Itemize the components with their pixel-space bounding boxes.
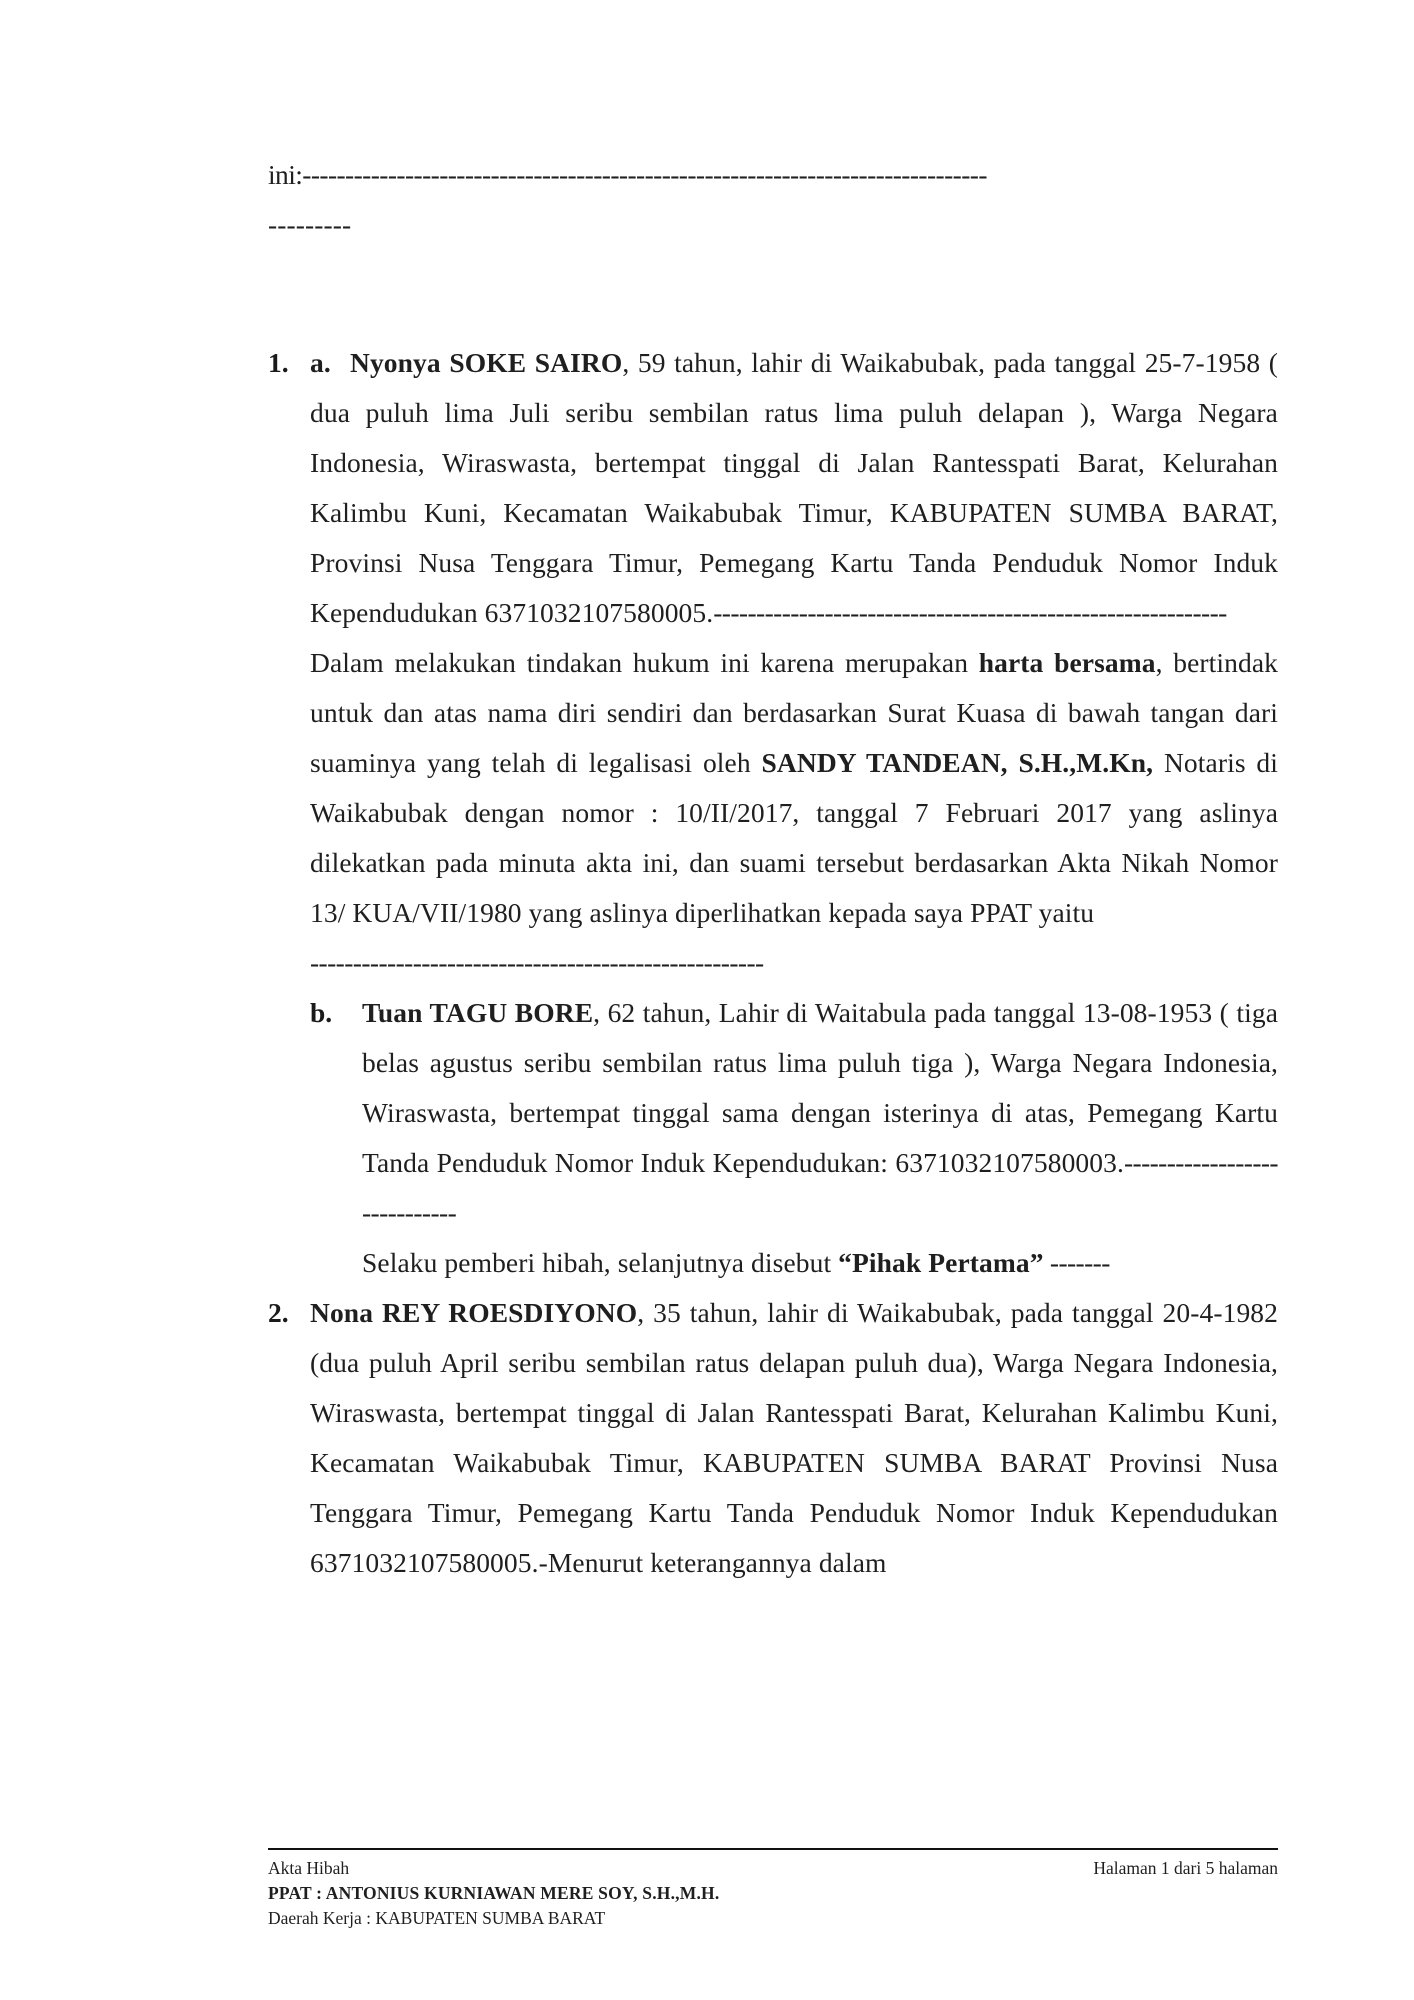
party-one-nik-dashes: ------------------------------------------------------------ [713,597,1227,628]
opening-line-1 [268,150,1278,200]
party-one-sub-b-name-prefix: Tuan [362,997,430,1028]
party-one-name-prefix: Nyonya [350,347,450,378]
party-one-sub-a-marker: a. [310,347,331,378]
party-one-harta-intro: Dalam melakukan tindakan hukum ini karena merupakan [310,647,979,678]
party-one-sub-b-marker: b. [310,997,333,1028]
footer-work-area: Daerah Kerja : KABUPATEN SUMBA BARAT [268,1908,606,1928]
opening-line-1-text: ini:-------------------------------------------------------------------------------- [268,159,987,190]
notary-name: SANDY TANDEAN, S.H.,M.Kn, [761,747,1154,778]
party-one-sub-a-paragraph-1 [310,338,1278,638]
footer-page-number: Halaman 1 dari 5 halaman [1093,1858,1278,1878]
party-one-sub-b-name: TAGU BORE [429,997,594,1028]
party-one-notary-details-text: Notaris di Waikabubak dengan nomor : 10/II/2017, tanggal 7 Februari 2017 yang aslinya dilekatkan pada minuta akta ini, dan suami tersebut berdasarkan Akta Nikah Nomor 13/ KUA/VII/1980 yang aslinya diperlihatkan kepada saya PPAT yaitu [310,747,1279,928]
party-two-name: REY ROESDIYONO [381,1297,638,1328]
party-one-harta-bersama-bold: harta bersama [978,647,1156,678]
party-one-closing-dashes: ------- [1043,1247,1110,1278]
opening-line-2-text: --------- [268,209,352,240]
pihak-pertama-label: “Pihak Pertama” [838,1247,1044,1278]
party-one-power-of-attorney-text: , bertindak untuk dan atas nama diri sendiri dan berdasarkan Surat Kuasa di bawah tangan dari suaminya yang telah di legalisasi oleh [310,647,1278,778]
party-one-sub-a-paragraph-2 [310,638,1278,938]
party-one-details-text: , 59 tahun, lahir di Waikabubak, pada tanggal 25-7-1958 ( dua puluh lima Juli seribu sembilan ratus lima puluh delapan ), Warga Negara Indonesia, Wiraswasta, bertempat tinggal di Jalan Rantesspati Barat, Kelurahan Kalimbu Kuni, Kecamatan Waikabubak Timur, KABUPATEN SUMBA BARAT, Provinsi Nusa Tenggara Timur, Pemegang Kartu Tanda Penduduk Nomor Induk Kependudukan 6371032107580005. [310,347,1278,628]
party-two-item [268,1288,1278,1588]
footer-ppat-name: PPAT : ANTONIUS KURNIAWAN MERE SOY, S.H.,M.H. [268,1883,720,1903]
party-two-paragraph [310,1288,1278,1588]
party-one-closing-text: Selaku pemberi hibah, selanjutnya disebut [362,1247,839,1278]
opening-line-2 [268,200,1278,250]
party-one-marker: 1. [268,347,289,378]
party-one-trailing-dashes-text: ----------------------------------------------------- [310,947,764,978]
party-one-trailing-dashes [310,938,1278,988]
party-one-sub-b-item [310,988,1278,1288]
party-two-marker: 2. [268,1297,289,1328]
party-one-sub-b-paragraph [362,988,1278,1238]
footer-document-type: Akta Hibah [268,1858,350,1878]
party-two-details-text: , 35 tahun, lahir di Waikabubak, pada tanggal 20-4-1982 (dua puluh April seribu sembilan ratus delapan puluh dua), Warga Negara Indonesia, Wiraswasta, bertempat tinggal di Jalan Rantesspati Barat, Kelurahan Kalimbu Kuni, Kecamatan Waikabubak Timur, KABUPATEN SUMBA BARAT Provinsi Nusa Tenggara Timur, Pemegang Kartu Tanda Penduduk Nomor Induk Kependudukan 6371032107580005.-Menurut keterangannya dalam [310,1297,1278,1578]
document-body [268,150,1278,1588]
footer-row [268,1856,1278,1931]
party-one-sub-b-details-text: , 62 tahun, Lahir di Waitabula pada tanggal 13-08-1953 ( tiga belas agustus seribu sembilan ratus lima puluh tiga ), Warga Negara Indonesia, Wiraswasta, bertempat tinggal sama dengan isterinya di atas, Pemegang Kartu Tanda Penduduk Nomor Induk Kependudukan: 6371032107580003. [362,997,1278,1178]
party-one-name: SOKE SAIRO [449,347,623,378]
page-footer [268,1848,1278,1931]
party-one-sub-b-nik-dashes: ----------------------------- [362,1147,1278,1228]
party-one-item [268,338,1278,1288]
footer-divider [268,1848,1278,1850]
party-one-closing-paragraph [362,1238,1278,1288]
party-two-name-prefix: Nona [310,1297,382,1328]
